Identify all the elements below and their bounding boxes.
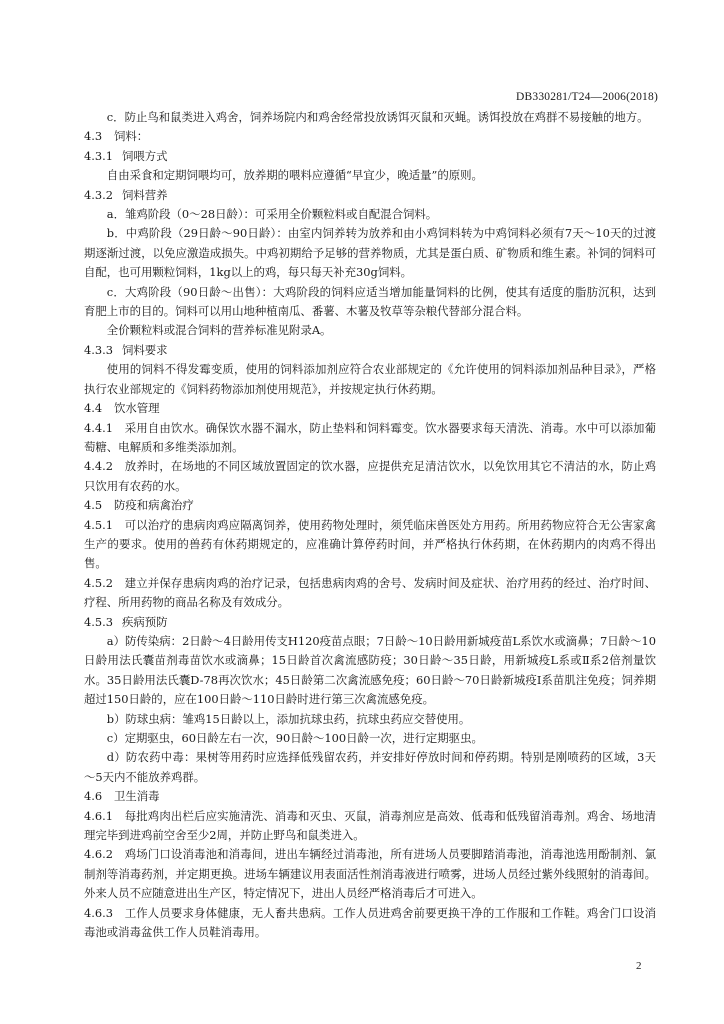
section-heading — [84, 613, 656, 632]
section-title: 卫生消毒 — [114, 789, 160, 804]
paragraph: 自由采食和定期饲喂均可，放养期的喂料应遵循“早宜少，晚适量”的原则。 — [106, 168, 483, 183]
section-number: 4.5.3 — [84, 614, 113, 629]
section-title: 饲料： — [114, 129, 149, 144]
paragraph: 4.6.3 工作人员要求身体健康，无人畜共患病。工作人员进鸡舍前要更换干净的工作服和工作鞋。鸡舍门口设消毒池或消毒盆供工作人员鞋消毒用。 — [84, 905, 656, 940]
paragraph: c）定期驱虫，60日龄左右一次，90日龄～100日龄一次，进行定期驱虫。 — [106, 731, 483, 745]
paragraph: 4.4.1 采用自由饮水。确保饮水器不漏水，防止垫料和饲料霉变。饮水器要求每天清洗、消毒。水中可以添加葡萄糖、电解质和多维类添加剂。 — [84, 420, 656, 454]
paragraph: c．防止鸟和鼠类进入鸡舍，饲养场院内和鸡舍经常投放诱饵灭鼠和灭蝇。诱饵投放在鸡群不易接触的地方。 — [106, 110, 649, 124]
section-title: 疾病预防 — [122, 614, 168, 629]
paragraph: d）防农药中毒：果树等用药时应选择低残留农药，并安排好停放时间和停药期。特别是刚喷药的区域，3天～5天内不能放养鸡群。 — [84, 750, 656, 784]
section-number: 4.3.1 — [84, 148, 113, 163]
section-heading — [84, 127, 656, 146]
paragraph: 使用的饲料不得发霉变质，使用的饲料添加剂应符合农业部规定的《允许使用的饲料添加剂品种目录》，严格执行农业部规定的《饲料药物添加剂使用规范》，并按规定执行休药期。 — [84, 362, 656, 396]
section-number: 4.6 — [84, 789, 103, 804]
section-title: 饮水管理 — [114, 401, 160, 416]
section-number: 4.3.3 — [84, 342, 113, 357]
paragraph: 4.6.1 每批鸡肉出栏后应实施清洗、消毒和灭虫、灭鼠，消毒剂应是高效、低毒和低残留消毒剂。鸡舍、场地清理完毕到进鸡前空舍至少2周，并防止野鸟和鼠类进入。 — [84, 808, 656, 843]
document-body — [84, 108, 656, 942]
section-title: 饲喂方式 — [122, 148, 168, 163]
paragraph: a）防传染病：2日龄～4日龄用传支H120疫苗点眼；7日龄～10日龄用新城疫苗L系饮水或滴鼻；7日龄～10日龄用法氏囊苗剂毒苗饮水或滴鼻；15日龄首次禽流感防疫；30日龄～35日龄，用新城疫L系或Ⅱ系2倍剂量饮水。35日龄用法氏囊D-78再次饮水；45日龄第二次禽流感免疫；60日龄～70日龄新城疫Ⅰ系苗肌注免疫；饲养期超过150日龄的，应在100日龄～110日龄时进行第三次禽流感免疫。 — [84, 633, 656, 707]
paragraph: 4.4.2 放养时，在场地的不同区域放置固定的饮水器，应提供充足清洁饮水，以免饮用其它不清洁的水，防止鸡只饮用有农药的水。 — [84, 459, 656, 493]
paragraph: b）防球虫病：雏鸡15日龄以上，添加抗球虫药，抗球虫药应交替使用。 — [106, 711, 471, 726]
paragraph: a．雏鸡阶段（0～28日龄）：可采用全价颗粒料或自配混合饲料。 — [106, 207, 438, 222]
paragraph: c．大鸡阶段（90日龄～出售）：大鸡阶段的饲料应适当增加能量饲料的比例，使其有适度的脂肪沉积，达到育肥上市的目的。饲料可以用山地种植南瓜、番薯、木薯及牧草等杂粮代替部分混合料。 — [84, 284, 656, 319]
paragraph: 4.6.2 鸡场门口设消毒池和消毒间，进出车辆经过消毒池，所有进场人员要脚踏消毒池，消毒池选用酚制剂、氯制剂等消毒药剂，并定期更换。进场车辆建议用表面活性剂消毒液进行喷雾，进场人员经过紫外线照射的消毒间。外来人员不应随意进出生产区，特定情况下，进出人员经严格消毒后才可进入。 — [84, 847, 656, 901]
document-code: DB330281/T24—2006(2018) — [516, 91, 658, 103]
section-title: 防疫和病禽治疗 — [114, 498, 194, 513]
section-number: 4.3 — [84, 129, 103, 144]
section-heading — [84, 147, 656, 166]
page-number: 2 — [636, 960, 642, 972]
section-heading — [84, 787, 656, 806]
section-heading — [84, 399, 656, 418]
section-number: 4.5 — [84, 498, 103, 513]
section-number: 4.3.2 — [84, 187, 113, 202]
section-heading — [84, 186, 656, 205]
paragraph: 4.5.2 建立并保存患病肉鸡的治疗记录，包括患病肉鸡的舍号、发病时间及症状、治疗用药的经过、治疗时间、疗程、所用药物的商品名称及有效成分。 — [84, 575, 656, 610]
section-number: 4.4 — [84, 401, 103, 416]
paragraph: b．中鸡阶段（29日龄～90日龄）：由室内饲养转为放养和由小鸡饲料转为中鸡饲料必须有7天～10天的过渡期逐渐过渡，以免应激造成损失。中鸡初期给予足够的营养物质，尤其是蛋白质、矿物质和维生素。补饲的饲料可自配，也可用颗粒饲料，1kg以上的鸡，每只每天补充30g饲料。 — [84, 226, 656, 280]
paragraph: 全价颗粒料或混合饲料的营养标准见附录A。 — [106, 323, 332, 338]
paragraph: 4.5.1 可以治疗的患病肉鸡应隔离饲养，使用药物处理时，须凭临床兽医处方用药。所用药物应符合无公害家禽生产的要求。使用的兽药有休药期规定的，应准确计算停药时间，并严格执行休药期，在休药期内的肉鸡不得出售。 — [84, 517, 656, 571]
section-title: 饲料要求 — [122, 342, 168, 357]
section-title: 饲料营养 — [122, 187, 168, 202]
section-heading — [84, 341, 656, 360]
section-heading — [84, 496, 656, 515]
